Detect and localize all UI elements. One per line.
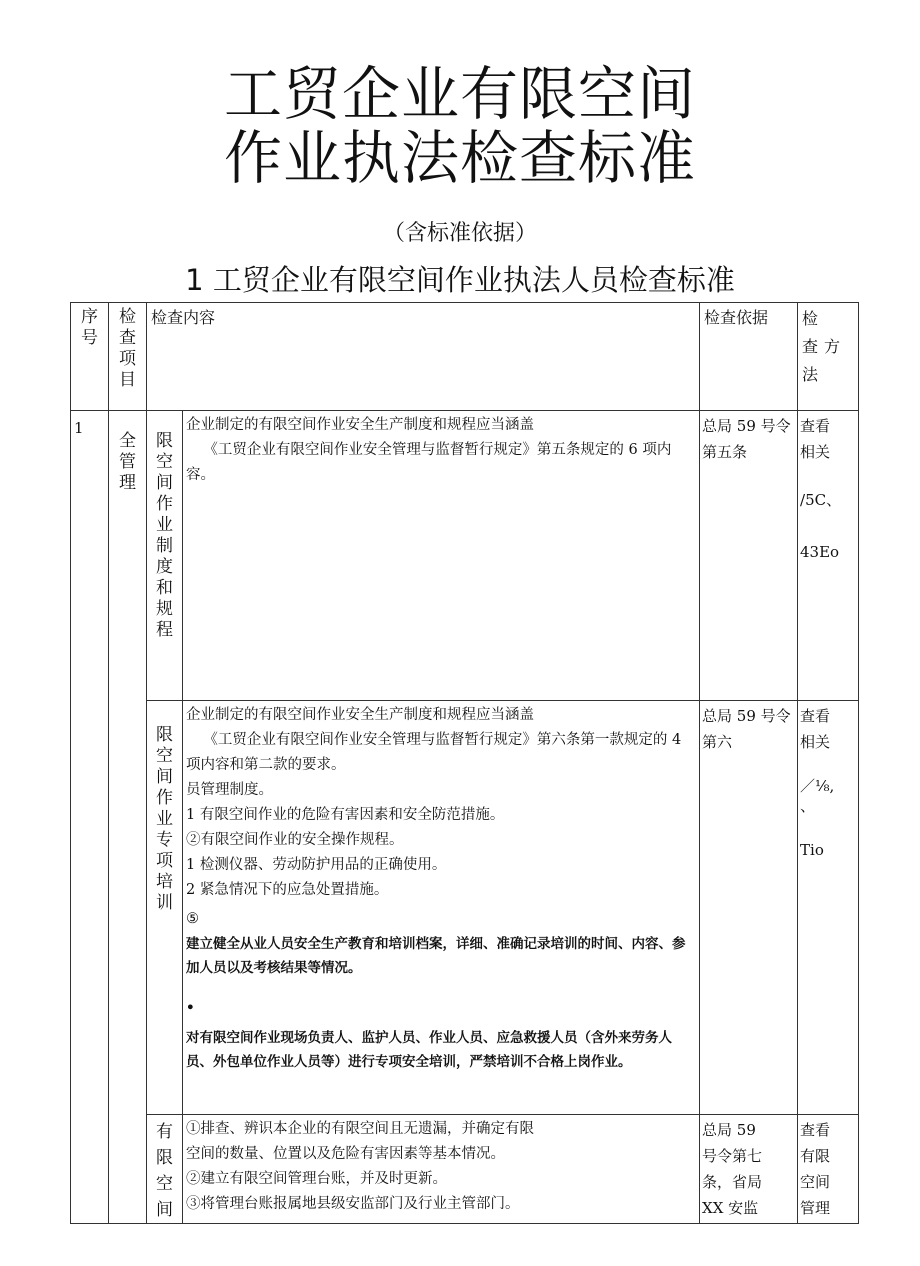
sub-item-label: 有限空间 <box>147 1115 183 1224</box>
table-row <box>71 701 859 1115</box>
check-method: 查看 有限 空间 管理 <box>798 1115 859 1224</box>
sub-item-label: 限空间作业专项培训 <box>147 701 183 1115</box>
check-basis: 总局 59 号令第七 条，省局 XX 安监 <box>700 1115 798 1224</box>
sub-item-label: 限空间作业制度和规程 <box>147 411 183 701</box>
check-content: 企业制定的有限空间作业安全生产制度和规程应当涵盖 《工贸企业有限空间作业安全管理与监督暂行规定》第六条第一款规定的 4 项内容和第二款的要求。 员管理制度。 1 有限空间作业的危险有害因素和安全防范措施。 ②有限空间作业的安全操作规程。 1 检测仪器、劳动防护用品的正确使用。 2 紧急情况下的应急处置措施。 ⑤ 建立健全从业人员安全生产教育和培训档案，详细、准确记录培训的时间、内容、参加人员以及考核结果等情况。 • 对有限空间作业现场负责人、监护人员、作业人员、应急救援人员（含外来劳务人员、外包单位作业人员等）进行专项安全培训，严禁培训不合格上岗作业。 <box>183 701 700 1115</box>
check-basis: 总局 59 号令第六 <box>700 701 798 1115</box>
table-row <box>71 1115 859 1224</box>
document-subtitle: （含标准依据） <box>382 221 537 246</box>
check-basis: 总局 59 号令第五条 <box>700 411 798 701</box>
check-content: 企业制定的有限空间作业安全生产制度和规程应当涵盖 《工贸企业有限空间作业安全管理与监督暂行规定》第五条规定的 6 项内容。 <box>183 411 700 701</box>
header-item: 检查项目 <box>109 303 147 411</box>
inspection-table <box>70 302 859 1224</box>
document-title-line1: 工贸企业有限空间 <box>223 60 696 128</box>
section-title: 1 工贸企业有限空间作业执法人员检查标准 <box>185 263 735 297</box>
document-title-line2: 作业执法检查标准 <box>223 124 696 192</box>
header-method: 检 查方法 <box>798 303 859 411</box>
header-content: 检查内容 <box>147 303 700 411</box>
row-seq: 1 <box>71 411 109 1224</box>
table-header-row <box>71 303 859 411</box>
check-method: 查看 相关 /5C、 43Eo <box>798 411 859 701</box>
header-basis: 检查依据 <box>700 303 798 411</box>
header-seq: 序号 <box>71 303 109 411</box>
row-category: 全管理 <box>109 411 147 1224</box>
table-row <box>71 411 859 701</box>
check-content: ①排查、辨识本企业的有限空间且无遗漏，并确定有限 空间的数量、位置以及危险有害因素等基本情况。 ②建立有限空间管理台账，并及时更新。 ③将管理台账报属地县级安监部门及行业主管部门。 <box>183 1115 700 1224</box>
check-method: 查看 相关 ／⅛, 、 Tio <box>798 701 859 1115</box>
